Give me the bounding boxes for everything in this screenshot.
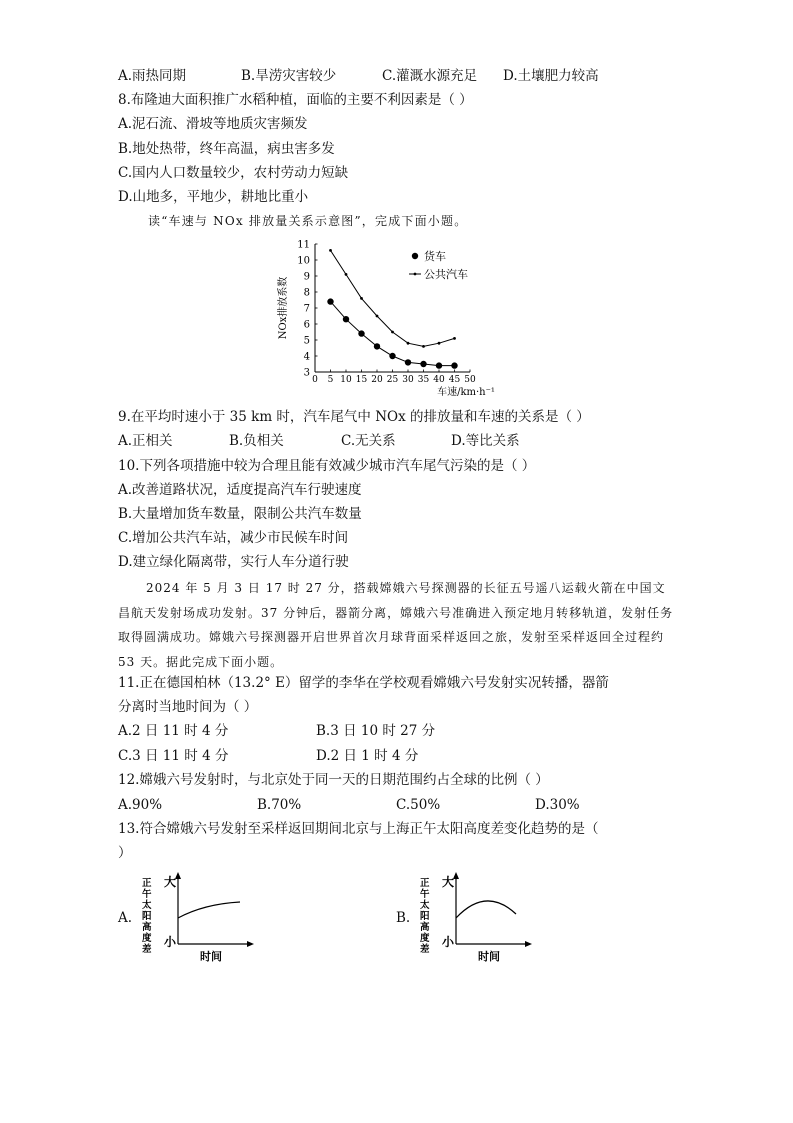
q8-option-a: A.泥石流、滑坡等地质灾害频发 <box>118 116 308 132</box>
q11-option-c: C.3 日 11 时 4 分 <box>118 748 229 764</box>
x-tick-label: 40 <box>433 375 445 385</box>
y-label-char: 太 <box>142 900 152 911</box>
x-tick-label: 10 <box>340 375 352 385</box>
y-label-char: 高 <box>420 922 430 933</box>
x-tick-label: 45 <box>448 375 461 385</box>
q7-option-a: A.雨热同期 <box>118 68 187 84</box>
x-tick-label: 0 <box>312 375 318 385</box>
x-tick-label: 15 <box>355 375 368 385</box>
y-label-char: 太 <box>420 900 430 911</box>
q10-option-b: B.大量增加货车数量，限制公共汽车数量 <box>118 506 362 522</box>
y-tick-label: 3 <box>303 367 310 379</box>
bus-data-point <box>453 337 456 340</box>
y-tick-label: 5 <box>303 335 310 347</box>
q13-a-x-label: 时间 <box>200 950 222 963</box>
legend-bus-label: 公共汽车 <box>424 268 468 281</box>
q9-option-b: B.负相关 <box>229 433 284 449</box>
truck-data-point <box>436 362 442 368</box>
x-tick-label: 50 <box>464 375 476 385</box>
q13-b-axis-top: 大 <box>442 875 455 889</box>
q8-stem: 8.布隆迪大面积推广水稻种植，面临的主要不利因素是（ ） <box>118 92 473 108</box>
q13-option-a-graph <box>134 868 264 968</box>
chart-intro: 读“车速与 NOx 排放量关系示意图”，完成下面小题。 <box>148 214 468 228</box>
legend-truck-marker <box>412 253 418 259</box>
y-tick-label: 8 <box>303 287 310 299</box>
truck-data-point <box>420 361 426 367</box>
truck-data-point <box>374 343 380 349</box>
truck-data-point <box>405 359 411 365</box>
q8-option-b: B.地处热带，终年高温，病虫害多发 <box>118 141 335 157</box>
q8-option-c: C.国内人口数量较少，农村劳动力短缺 <box>118 165 349 181</box>
bus-data-point <box>391 331 394 334</box>
q12-stem: 12.嫦娥六号发射时，与北京处于同一天的日期范围约占全球的比例（ ） <box>118 772 549 788</box>
x-axis-label: 车速/km·h⁻¹ <box>437 387 495 398</box>
q13-a-axis-top: 大 <box>164 875 177 889</box>
bus-data-point <box>345 273 348 276</box>
q13-b-y-label <box>420 877 430 955</box>
y-label-char: 午 <box>420 889 430 900</box>
x-tick-label: 20 <box>371 375 383 385</box>
q11-option-d: D.2 日 1 时 4 分 <box>316 748 419 764</box>
q10-option-c: C.增加公共汽车站，减少市民候车时间 <box>118 530 349 546</box>
q7-option-b: B.旱涝灾害较少 <box>241 68 337 84</box>
q13-stem-line2: ） <box>118 845 132 861</box>
bus-data-point <box>407 342 410 345</box>
q11-stem-line1: 11.正在德国柏林（13.2° E）留学的李华在学校观看嫦娥六号发射实况转播，器箭 <box>118 675 609 691</box>
bus-data-point <box>438 342 441 345</box>
x-tick-label: 30 <box>402 375 414 385</box>
q13-b-curve <box>456 901 516 918</box>
q7-option-c: C.灌溉水源充足 <box>382 68 478 84</box>
y-label-char: 正 <box>142 878 152 889</box>
q12-option-d: D.30% <box>535 797 580 813</box>
legend-truck-label: 货车 <box>424 250 446 263</box>
y-label-char: 午 <box>142 889 152 900</box>
q11-option-b: B.3 日 10 时 27 分 <box>316 723 436 739</box>
truck-data-point <box>451 362 457 368</box>
q13-option-b-label: B. <box>396 910 411 926</box>
q8-option-d: D.山地多，平地少，耕地比重小 <box>118 189 309 205</box>
legend-bus-marker <box>414 273 417 276</box>
y-label-char: 差 <box>420 944 430 955</box>
truck-data-point <box>389 353 395 359</box>
q10-option-d: D.建立绿化隔离带，实行人车分道行驶 <box>118 554 349 570</box>
q9-stem: 9.在平均时速小于 35 km 时，汽车尾气中 NOx 的排放量和车速的关系是（ ） <box>118 409 590 425</box>
y-label-char: 差 <box>142 944 152 955</box>
q13-a-axis-bottom: 小 <box>164 935 177 949</box>
q11-stem-line2: 分离时当地时间为（ ） <box>118 699 258 715</box>
q13-a-curve <box>178 902 240 918</box>
q12-option-c: C.50% <box>396 797 441 813</box>
bus-data-point <box>376 315 379 318</box>
q9-option-a: A.正相关 <box>118 433 173 449</box>
q12-option-b: B.70% <box>257 797 302 813</box>
bus-data-point <box>422 345 425 348</box>
x-tick-label: 35 <box>417 375 430 385</box>
q13-b-axis-bottom: 小 <box>442 935 455 949</box>
y-tick-label: 7 <box>303 303 310 315</box>
y-tick-label: 9 <box>303 271 310 283</box>
q7-option-d: D.土壤肥力较高 <box>503 68 599 84</box>
bus-data-point <box>329 249 332 252</box>
x-tick-label: 5 <box>327 375 334 385</box>
q9-option-d: D.等比关系 <box>451 433 520 449</box>
q13-option-b-graph <box>412 868 542 968</box>
q13-option-a-label: A. <box>118 910 133 926</box>
y-label-char: 阳 <box>142 911 152 922</box>
y-axis-label: NOx排放系数 <box>278 276 289 340</box>
truck-data-point <box>358 330 364 336</box>
nox-chart <box>270 234 530 404</box>
q13-a-y-label <box>142 877 152 955</box>
q9-option-c: C.无关系 <box>341 433 396 449</box>
truck-data-point <box>327 298 333 304</box>
y-tick-label: 4 <box>303 351 310 363</box>
y-label-char: 阳 <box>420 911 430 922</box>
truck-data-point <box>343 316 349 322</box>
y-label-char: 度 <box>420 933 430 944</box>
y-label-char: 度 <box>142 933 152 944</box>
q12-option-a: A.90% <box>118 797 163 813</box>
chang-e-6-passage: 2024 年 5 月 3 日 17 时 27 分，搭载嫦娥六号探测器的长征五号遥八运载火箭在中国文昌航天发射场成功发射。37 分钟后，器箭分离，嫦娥六号准确进入预定地月转移轨道，发射任务取得圆满成功。嫦娥六号探测器开启世界首次月球背面采样返回之旅，发射至采样返回全过程约 53 天。据此完成下面小题。 <box>118 581 674 669</box>
y-tick-label: 11 <box>297 239 310 251</box>
q13-b-x-label: 时间 <box>478 950 500 963</box>
q13-stem-line1: 13.符合嫦娥六号发射至采样返回期间北京与上海正午太阳高度差变化趋势的是（ <box>118 821 599 837</box>
q10-stem: 10.下列各项措施中较为合理且能有效减少城市汽车尾气污染的是（ ） <box>118 458 536 474</box>
y-label-char: 正 <box>420 878 430 889</box>
y-tick-label: 6 <box>303 319 310 331</box>
bus-data-point <box>360 297 363 300</box>
q10-option-a: A.改善道路状况，适度提高汽车行驶速度 <box>118 482 362 498</box>
y-tick-label: 10 <box>297 255 310 267</box>
x-tick-label: 25 <box>386 375 399 385</box>
y-label-char: 高 <box>142 922 152 933</box>
q11-option-a: A.2 日 11 时 4 分 <box>118 723 229 739</box>
